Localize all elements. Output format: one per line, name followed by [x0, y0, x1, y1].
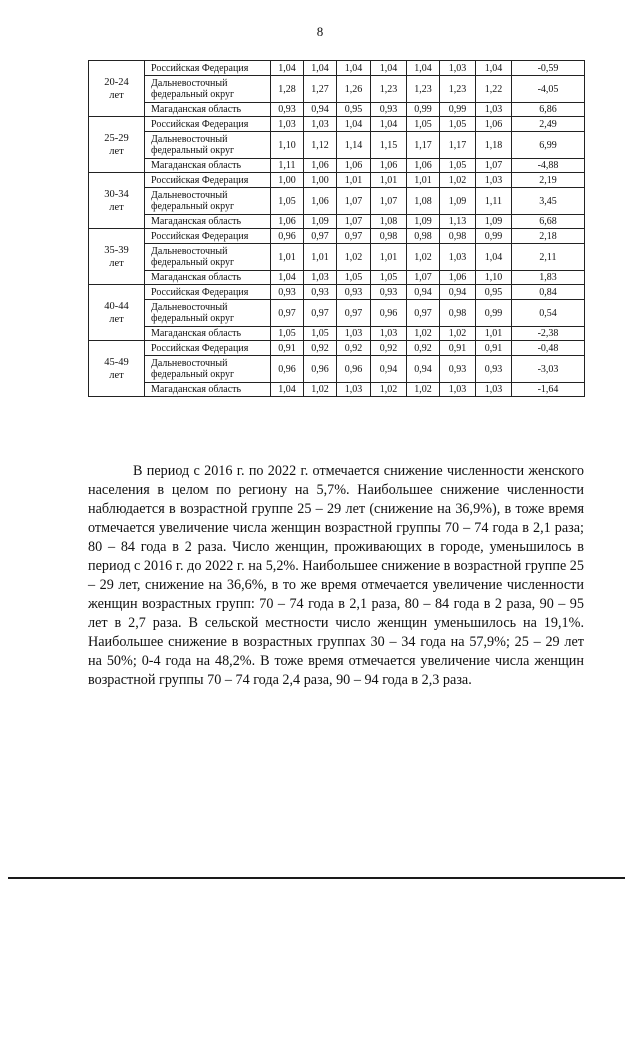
table-row: [89, 383, 585, 397]
value-cell: 1,09: [304, 215, 337, 229]
table-row: [89, 117, 585, 132]
value-cell: 1,03: [440, 383, 476, 397]
value-cell: 1,04: [271, 383, 304, 397]
table-row: [89, 300, 585, 327]
value-cell: 1,03: [440, 61, 476, 76]
value-cell: 1,07: [407, 271, 440, 285]
age-group-cell: 30-34 лет: [89, 173, 145, 229]
value-cell: 1,00: [304, 173, 337, 188]
value-cell: 1,03: [440, 244, 476, 271]
value-cell: 1,06: [337, 159, 371, 173]
value-cell: 0,92: [371, 341, 407, 356]
value-cell: 1,04: [476, 244, 512, 271]
value-cell: 1,09: [440, 188, 476, 215]
value-cell: 0,99: [476, 229, 512, 244]
value-cell: 1,03: [476, 173, 512, 188]
value-cell: 1,02: [407, 244, 440, 271]
value-cell: 1,23: [440, 76, 476, 103]
value-cell: 1,03: [271, 117, 304, 132]
value-cell: 1,05: [407, 117, 440, 132]
value-cell: 0,91: [271, 341, 304, 356]
value-cell: 0,98: [440, 229, 476, 244]
value-cell: 1,06: [304, 159, 337, 173]
table-row: [89, 173, 585, 188]
value-cell: 1,14: [337, 132, 371, 159]
age-group-cell: 20-24 лет: [89, 61, 145, 117]
region-cell: Дальневосточный федеральный округ: [145, 244, 271, 271]
table-body: [89, 61, 585, 397]
value-cell: 1,03: [337, 327, 371, 341]
region-cell: Российская Федерация: [145, 117, 271, 132]
value-cell: 1,05: [271, 327, 304, 341]
change-cell: 0,84: [512, 285, 585, 300]
table-row: [89, 159, 585, 173]
value-cell: 0,99: [440, 103, 476, 117]
value-cell: 0,97: [337, 300, 371, 327]
table-row: [89, 285, 585, 300]
value-cell: 1,06: [371, 159, 407, 173]
region-cell: Дальневосточный федеральный округ: [145, 300, 271, 327]
value-cell: 1,08: [371, 215, 407, 229]
change-cell: 1,83: [512, 271, 585, 285]
table-row: [89, 244, 585, 271]
region-cell: Российская Федерация: [145, 173, 271, 188]
change-cell: -0,48: [512, 341, 585, 356]
value-cell: 0,93: [337, 285, 371, 300]
age-group-cell: 35-39 лет: [89, 229, 145, 285]
value-cell: 0,98: [371, 229, 407, 244]
value-cell: 1,05: [371, 271, 407, 285]
value-cell: 1,17: [440, 132, 476, 159]
value-cell: 1,04: [407, 61, 440, 76]
region-cell: Магаданская область: [145, 271, 271, 285]
value-cell: 1,13: [440, 215, 476, 229]
table-row: [89, 103, 585, 117]
value-cell: 1,04: [271, 271, 304, 285]
change-cell: 3,45: [512, 188, 585, 215]
region-cell: Российская Федерация: [145, 229, 271, 244]
value-cell: 0,93: [371, 103, 407, 117]
value-cell: 1,08: [407, 188, 440, 215]
value-cell: 1,04: [371, 117, 407, 132]
value-cell: 1,26: [337, 76, 371, 103]
value-cell: 1,22: [476, 76, 512, 103]
value-cell: 1,03: [371, 327, 407, 341]
value-cell: 0,92: [407, 341, 440, 356]
value-cell: 1,04: [271, 61, 304, 76]
table-row: [89, 132, 585, 159]
region-cell: Дальневосточный федеральный округ: [145, 76, 271, 103]
value-cell: 1,05: [440, 117, 476, 132]
region-cell: Магаданская область: [145, 383, 271, 397]
change-cell: 2,18: [512, 229, 585, 244]
value-cell: 1,02: [407, 383, 440, 397]
value-cell: 1,06: [407, 159, 440, 173]
value-cell: 1,06: [476, 117, 512, 132]
value-cell: 1,01: [371, 244, 407, 271]
value-cell: 0,96: [304, 356, 337, 383]
value-cell: 1,07: [371, 188, 407, 215]
change-cell: 6,86: [512, 103, 585, 117]
value-cell: 1,01: [271, 244, 304, 271]
value-cell: 1,02: [407, 327, 440, 341]
change-cell: -0,59: [512, 61, 585, 76]
change-cell: 6,99: [512, 132, 585, 159]
value-cell: 0,92: [337, 341, 371, 356]
change-cell: -4,05: [512, 76, 585, 103]
value-cell: 0,91: [476, 341, 512, 356]
change-cell: -1,64: [512, 383, 585, 397]
value-cell: 0,99: [407, 103, 440, 117]
value-cell: 1,28: [271, 76, 304, 103]
table-row: [89, 341, 585, 356]
value-cell: 1,04: [337, 117, 371, 132]
value-cell: 1,12: [304, 132, 337, 159]
value-cell: 0,96: [271, 229, 304, 244]
value-cell: 1,04: [371, 61, 407, 76]
value-cell: 0,98: [407, 229, 440, 244]
value-cell: 1,11: [476, 188, 512, 215]
value-cell: 0,94: [371, 356, 407, 383]
value-cell: 0,94: [440, 285, 476, 300]
value-cell: 1,02: [304, 383, 337, 397]
value-cell: 1,06: [304, 188, 337, 215]
value-cell: 1,17: [407, 132, 440, 159]
value-cell: 1,23: [407, 76, 440, 103]
region-cell: Магаданская область: [145, 103, 271, 117]
value-cell: 0,97: [304, 300, 337, 327]
value-cell: 0,97: [304, 229, 337, 244]
value-cell: 1,01: [476, 327, 512, 341]
value-cell: 1,18: [476, 132, 512, 159]
value-cell: 0,94: [304, 103, 337, 117]
value-cell: 1,07: [476, 159, 512, 173]
change-cell: 2,11: [512, 244, 585, 271]
value-cell: 1,03: [337, 383, 371, 397]
value-cell: 0,98: [440, 300, 476, 327]
value-cell: 0,94: [407, 285, 440, 300]
value-cell: 1,03: [304, 117, 337, 132]
value-cell: 0,95: [337, 103, 371, 117]
footer-divider: [8, 877, 625, 879]
value-cell: 1,27: [304, 76, 337, 103]
value-cell: 1,06: [440, 271, 476, 285]
value-cell: 0,93: [304, 285, 337, 300]
value-cell: 1,10: [271, 132, 304, 159]
table-row: [89, 327, 585, 341]
value-cell: 1,01: [337, 173, 371, 188]
region-cell: Российская Федерация: [145, 285, 271, 300]
table-row: [89, 271, 585, 285]
body-paragraph: В период с 2016 г. по 2022 г. отмечается снижение численности женского населения в целом по региону на 5,7%. Наибольшее снижение численности наблюдается в возрастной группе 25 – 29 лет (снижение на 36,9%), в тоже время отмечается увеличение числа женщин возрастной группы 70 – 74 года в 2,1 раза; 80 – 84 года в 2 раза. Число женщин, проживающих в городе, уменьшилось в период с 2016 г. до 2022 г. на 5,2%. Наибольшее снижение в возрастной группе 25 – 29 лет, снижение на 36,6%, в то же время отмечается увеличение численности женщин возрастных групп: 70 – 74 года в 2,1 раза, 80 – 84 года в 2 раза, 90 – 95 лет в 2,7 раза. В сельской местности число женщин уменьшилось на 19,1%. Наибольшее снижение в возрастных группах 30 – 34 года на 57,9%; 25 – 29 лет на 50%; 0-4 года на 48,2%. В тоже время отмечается увеличение числа женщин возрастной группы 70 – 74 года 2,4 раза, 90 – 94 года в 2,3 раза.: [88, 463, 584, 688]
table-row: [89, 188, 585, 215]
value-cell: 1,01: [304, 244, 337, 271]
age-group-cell: 40-44 лет: [89, 285, 145, 341]
page-number: 8: [316, 24, 324, 39]
value-cell: 1,07: [337, 215, 371, 229]
value-cell: 1,02: [440, 327, 476, 341]
value-cell: 1,23: [371, 76, 407, 103]
value-cell: 1,03: [476, 383, 512, 397]
table-row: [89, 215, 585, 229]
value-cell: 0,95: [476, 285, 512, 300]
value-cell: 1,03: [304, 271, 337, 285]
table-row: [89, 61, 585, 76]
value-cell: 1,01: [407, 173, 440, 188]
value-cell: 0,93: [476, 356, 512, 383]
change-cell: -4,88: [512, 159, 585, 173]
value-cell: 1,02: [337, 244, 371, 271]
region-cell: Дальневосточный федеральный округ: [145, 132, 271, 159]
sex-ratio-table: [88, 60, 585, 397]
region-cell: Магаданская область: [145, 159, 271, 173]
value-cell: 1,10: [476, 271, 512, 285]
value-cell: 1,06: [271, 215, 304, 229]
change-cell: 6,68: [512, 215, 585, 229]
region-cell: Российская Федерация: [145, 61, 271, 76]
value-cell: 1,05: [337, 271, 371, 285]
value-cell: 1,04: [476, 61, 512, 76]
value-cell: 0,93: [271, 103, 304, 117]
region-cell: Магаданская область: [145, 215, 271, 229]
value-cell: 0,92: [304, 341, 337, 356]
region-cell: Российская Федерация: [145, 341, 271, 356]
value-cell: 1,04: [304, 61, 337, 76]
value-cell: 1,03: [476, 103, 512, 117]
change-cell: -3,03: [512, 356, 585, 383]
value-cell: 1,04: [337, 61, 371, 76]
value-cell: 1,02: [440, 173, 476, 188]
value-cell: 1,11: [271, 159, 304, 173]
value-cell: 0,93: [271, 285, 304, 300]
value-cell: 0,99: [476, 300, 512, 327]
value-cell: 1,01: [371, 173, 407, 188]
value-cell: 1,07: [337, 188, 371, 215]
value-cell: 1,09: [407, 215, 440, 229]
value-cell: 0,96: [371, 300, 407, 327]
value-cell: 1,05: [271, 188, 304, 215]
value-cell: 0,96: [271, 356, 304, 383]
age-group-cell: 45-49 лет: [89, 341, 145, 397]
value-cell: 1,02: [371, 383, 407, 397]
change-cell: 2,49: [512, 117, 585, 132]
table-row: [89, 356, 585, 383]
table-row: [89, 229, 585, 244]
region-cell: Дальневосточный федеральный округ: [145, 188, 271, 215]
value-cell: 0,96: [337, 356, 371, 383]
value-cell: 0,97: [407, 300, 440, 327]
value-cell: 0,91: [440, 341, 476, 356]
value-cell: 0,94: [407, 356, 440, 383]
value-cell: 1,09: [476, 215, 512, 229]
change-cell: -2,38: [512, 327, 585, 341]
value-cell: 0,97: [271, 300, 304, 327]
change-cell: 0,54: [512, 300, 585, 327]
region-cell: Магаданская область: [145, 327, 271, 341]
value-cell: 1,15: [371, 132, 407, 159]
value-cell: 0,97: [337, 229, 371, 244]
change-cell: 2,19: [512, 173, 585, 188]
region-cell: Дальневосточный федеральный округ: [145, 356, 271, 383]
value-cell: 1,05: [440, 159, 476, 173]
table-row: [89, 76, 585, 103]
age-group-cell: 25-29 лет: [89, 117, 145, 173]
value-cell: 1,00: [271, 173, 304, 188]
value-cell: 1,05: [304, 327, 337, 341]
value-cell: 0,93: [440, 356, 476, 383]
value-cell: 0,93: [371, 285, 407, 300]
